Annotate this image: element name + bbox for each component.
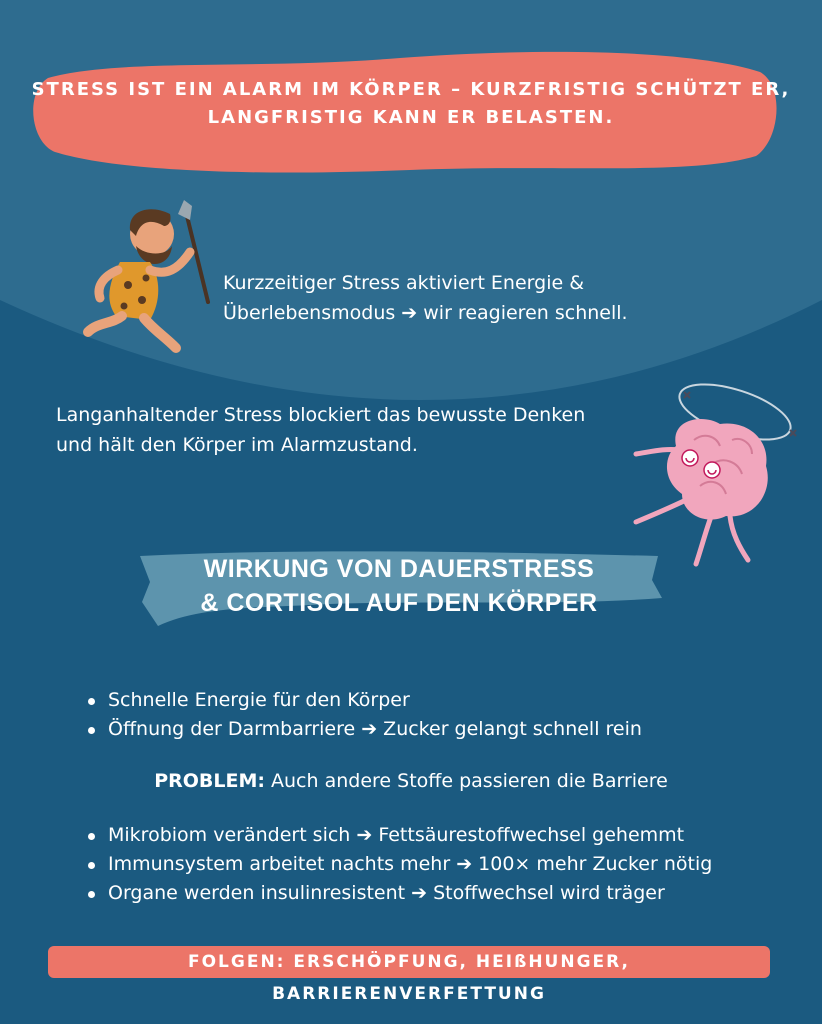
- caveman-description-line1: Kurzzeitiger Stress aktiviert Energie &: [223, 272, 585, 294]
- caveman-description-line2: Überlebensmodus ➔ wir reagieren schnell.: [223, 302, 628, 324]
- section-heading-line1: WIRKUNG VON DAUERSTRESS: [203, 555, 595, 583]
- brain-description: [56, 400, 585, 460]
- section-heading: [140, 552, 658, 620]
- brain-description-line1: Langanhaltender Stress blockiert das bewusste Denken: [56, 404, 586, 426]
- problem-label: PROBLEM:: [154, 770, 265, 792]
- problem-statement: [0, 766, 822, 796]
- problem-text: Auch andere Stoffe passieren die Barriere: [264, 770, 668, 792]
- footer-summary: FOLGEN: ERSCHÖPFUNG, HEIßHUNGER, BARRIERENVERFETTUNG: [187, 952, 631, 1004]
- list-item: Organe werden insulinresistent ➔ Stoffwechsel wird träger: [86, 879, 712, 908]
- brain-description-line2: und hält den Körper im Alarmzustand.: [56, 434, 418, 456]
- banner-title: STRESS IST EIN ALARM IM KÖRPER – KURZFRISTIG SCHÜTZT ER, LANGFRISTIG KANN ER BELASTEN.: [31, 79, 791, 128]
- section-heading-line2: & CORTISOL AUF DEN KÖRPER: [200, 589, 598, 617]
- list-item: Mikrobiom verändert sich ➔ Fettsäurestoffwechsel gehemmt: [86, 821, 712, 850]
- effects-list: [86, 686, 642, 744]
- consequences-list: [86, 821, 712, 908]
- list-item: Öffnung der Darmbarriere ➔ Zucker gelangt schnell rein: [86, 715, 642, 744]
- list-item: Immunsystem arbeitet nachts mehr ➔ 100× mehr Zucker nötig: [86, 850, 712, 879]
- list-item: Schnelle Energie für den Körper: [86, 686, 642, 715]
- caveman-description: [223, 268, 628, 328]
